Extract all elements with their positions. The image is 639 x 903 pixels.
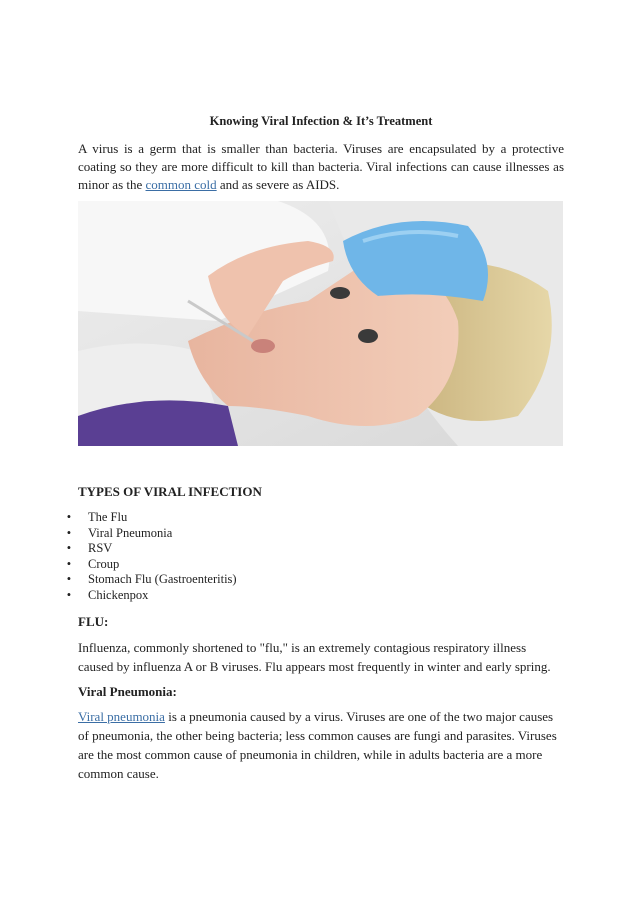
viral-pneumonia-text: is a pneumonia caused by a virus. Viruses are one of the two major causes of pneumonia, the other being bacteria; less common causes are fungi and parasites. Viruses are the most common cause of pneumonia in children, while in adults bacteria are a more common cause. [78,709,557,781]
list-item [62,557,237,573]
sick-woman-photo [78,201,563,446]
photo-illustration [78,201,563,446]
bullet-icon: • [66,572,72,587]
intro-text: A virus is a germ that is smaller than bacteria. Viruses are encapsulated by a protective coating so they are more difficult to kill than bacteria. Viral infections can cause illnesses as minor as the [78,141,564,192]
list-item [62,541,237,557]
viral-pneumonia-link[interactable]: Viral pneumonia [78,709,165,724]
types-list [62,510,237,604]
list-item-label: Viral Pneumonia [88,525,173,540]
list-item-label: RSV [88,541,113,556]
bullet-icon: • [66,510,72,524]
list-item [62,510,237,526]
list-item-label: The Flu [88,510,128,524]
bullet-icon: • [66,556,72,571]
list-item-label: Croup [88,556,120,571]
list-item [62,526,237,542]
intro-text-end: . [336,177,340,192]
bullet-icon: • [66,587,72,602]
lips [251,339,275,353]
left-eye [330,287,350,299]
common-cold-link[interactable]: common cold [145,177,217,192]
viral-pneumonia-heading: Viral Pneumonia: [78,684,177,699]
bullet-icon: • [66,525,72,540]
flu-paragraph: Influenza, commonly shortened to "flu," is an extremely contagious respiratory illness caused by influenza A or B viruses. Flu appears most frequently in winter and early spring. [78,640,551,674]
page-title: Knowing Viral Infection & It’s Treatment [209,114,433,128]
bullet-icon: • [66,541,72,556]
intro-text-middle: and as severe as [216,177,306,192]
list-item-label: Chickenpox [88,587,149,602]
types-heading: TYPES OF VIRAL INFECTION [78,484,262,499]
list-item [62,572,237,588]
viral-pneumonia-paragraph [78,707,564,783]
aids-term: AIDS [305,177,337,192]
flu-heading: FLU: [78,614,109,629]
right-eye [358,329,378,343]
list-item-label: Stomach Flu (Gastroenteritis) [88,572,237,587]
list-item [62,588,237,604]
intro-paragraph [78,140,564,194]
